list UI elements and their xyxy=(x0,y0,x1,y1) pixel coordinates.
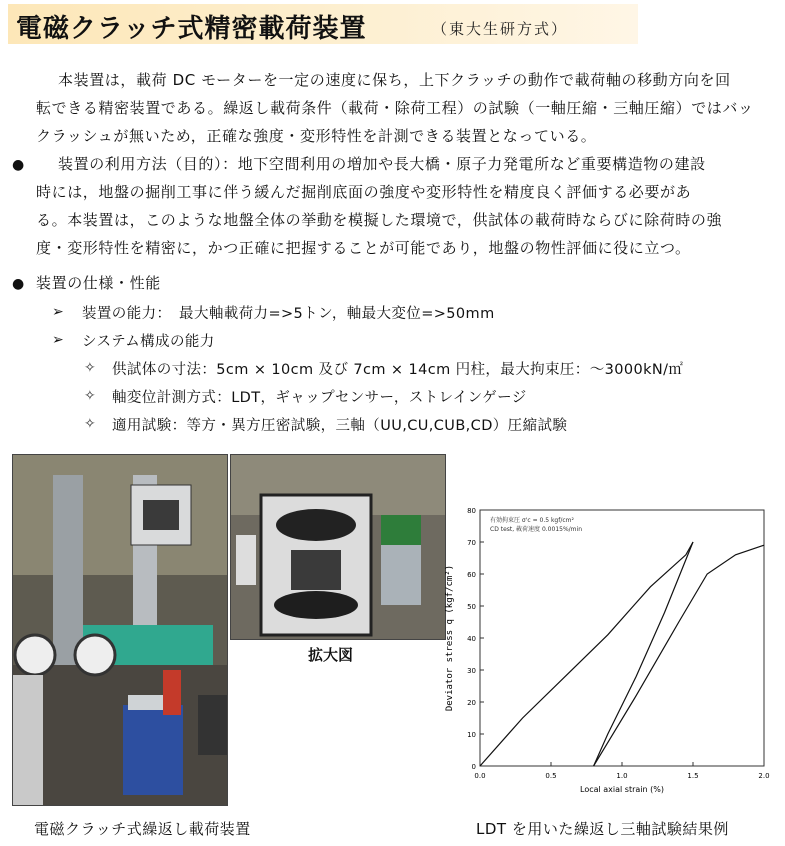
diamond-icon: ✧ xyxy=(84,416,96,432)
x-tick-label: 0.5 xyxy=(545,772,557,780)
y-tick-label: 60 xyxy=(467,571,476,579)
y-tick-label: 70 xyxy=(467,539,476,547)
x-tick-label: 1.5 xyxy=(687,772,699,780)
bullet1-line-2: 時には，地盤の掘削工事に伴う緩んだ掘削底面の強度や変形特性を精度良く評価する必要があ xyxy=(36,183,692,201)
spec-tests: 適用試験：等方・異方圧密試験，三軸（UU,CU,CUB,CD）圧縮試験 xyxy=(112,418,568,434)
apparatus-photo xyxy=(12,454,228,806)
spec-capacity: 装置の能力： 最大軸載荷力=>5トン，軸最大変位=>50mm xyxy=(82,306,495,322)
bullet1-line-3: る。本装置は，このような地盤全体の挙動を模擬した環境で，供試体の載荷時ならびに除荷時の強 xyxy=(36,211,723,229)
legend-text: 有効拘束圧 σ'c = 0.5 kgf/cm² xyxy=(490,517,574,524)
plot-frame xyxy=(480,510,764,766)
diamond-icon: ✧ xyxy=(84,360,96,376)
page-title: 電磁クラッチ式精密載荷装置 xyxy=(16,14,367,44)
y-tick-label: 0 xyxy=(471,763,476,771)
spec-specimen: 供試体の寸法：5cm × 10cm 及び 7cm × 14cm 円柱，最大拘束圧：～3000kN/㎡ xyxy=(112,362,684,378)
diamond-icon: ✧ xyxy=(84,388,96,404)
y-tick-label: 10 xyxy=(467,731,476,739)
legend-text: CD test, 載荷速度 0.0015%/min xyxy=(490,526,582,533)
x-axis-label: Local axial strain (%) xyxy=(580,785,664,794)
y-tick-label: 80 xyxy=(467,507,476,515)
zoom-photo xyxy=(230,454,446,640)
spec-measurement: 軸変位計測方式：LDT，ギャップセンサー，ストレインゲージ xyxy=(112,390,527,406)
spec-system: システム構成の能力 xyxy=(82,334,215,350)
result-chart xyxy=(440,498,776,810)
intro-line-1: 本装置は，載荷 DC モーターを一定の速度に保ち，上下クラッチの動作で載荷軸の移動方向を回 xyxy=(58,71,731,89)
bullet2-heading: 装置の仕様・性能 xyxy=(36,274,161,292)
arrow-icon: ➢ xyxy=(52,304,64,320)
arrow-icon: ➢ xyxy=(52,332,64,348)
y-tick-label: 50 xyxy=(467,603,476,611)
y-tick-label: 20 xyxy=(467,699,476,707)
intro-line-2: 転できる精密装置である。繰返し載荷条件（載荷・除荷工程）の試験（一軸圧縮・三軸圧縮）ではバッ xyxy=(36,99,754,117)
x-tick-label: 2.0 xyxy=(758,772,770,780)
caption-left: 電磁クラッチ式繰返し載荷装置 xyxy=(34,820,251,838)
y-tick-label: 40 xyxy=(467,635,476,643)
x-tick-label: 1.0 xyxy=(616,772,628,780)
chart-svg xyxy=(440,498,776,810)
bullet-dot-1: ● xyxy=(12,157,25,173)
intro-line-3: クラッシュが無いため，正確な強度・変形特性を計測できる装置となっている。 xyxy=(36,127,597,145)
y-tick-label: 30 xyxy=(467,667,476,675)
bullet1-line-1: 装置の利用方法（目的）：地下空間利用の増加や長大橋・原子力発電所など重要構造物の建設 xyxy=(58,155,706,173)
x-tick-label: 0.0 xyxy=(474,772,486,780)
bullet1-line-4: 度・変形特性を精密に，かつ正確に把握することが可能であり，地盤の物性評価に役に立つ。 xyxy=(36,239,691,257)
y-axis-label: Deviator stress q (kgf/cm²) xyxy=(445,564,455,712)
page-subtitle: （東大生研方式） xyxy=(432,20,569,38)
caption-right: LDT を用いた繰返し三軸試験結果例 xyxy=(476,820,729,838)
zoom-label: 拡大図 xyxy=(308,646,354,664)
bullet-dot-2: ● xyxy=(12,276,25,292)
